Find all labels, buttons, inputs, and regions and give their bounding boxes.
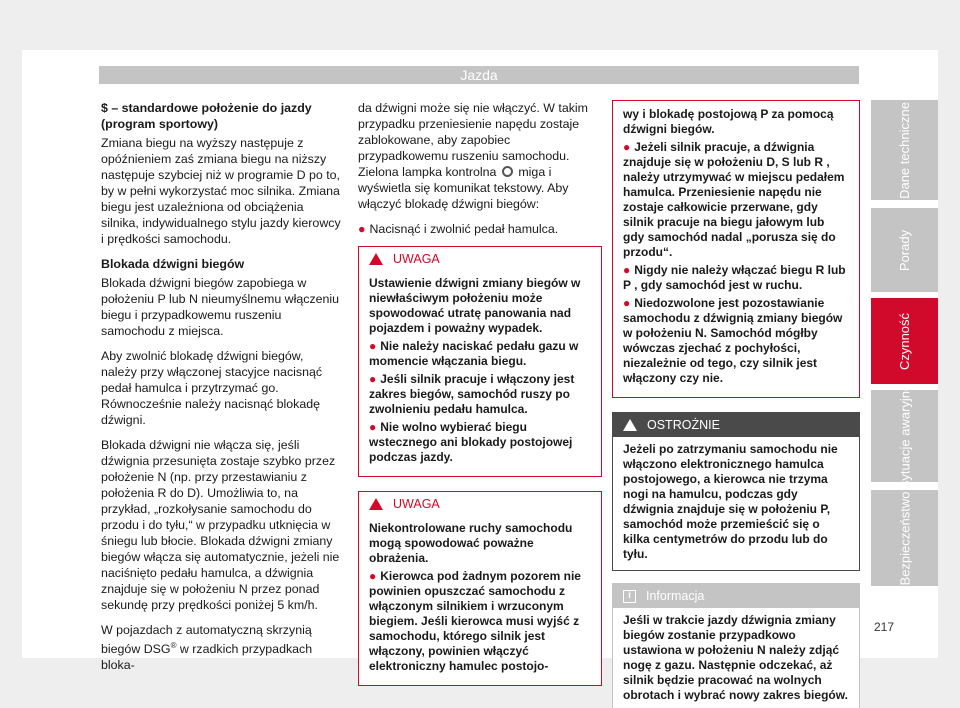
tab-label: Bezpieczeństwo bbox=[897, 491, 913, 585]
column-3 bbox=[612, 100, 860, 708]
paragraph bbox=[358, 100, 602, 212]
list-item bbox=[369, 569, 591, 674]
text: Nigdy nie należy włączać biegu R lub P , gdy samochód jest w ruchu. bbox=[623, 263, 846, 292]
text: Nie należy naciskać pedału gazu w momencie włączania biegu. bbox=[369, 339, 579, 368]
registered-mark: ® bbox=[170, 641, 177, 650]
info-title: Informacja bbox=[646, 589, 705, 603]
bullet-icon: ● bbox=[369, 339, 377, 353]
bullet-icon: ● bbox=[369, 420, 377, 434]
info-icon: i bbox=[623, 590, 636, 603]
text: da dźwigni może się nie włączyć. W takim przypadku przeniesienie napędu zostaje zablokowane, aby zapobiec przypadkowemu ruszeniu samochodu. Zielona lampka kontrolna bbox=[358, 101, 588, 179]
tab-porady[interactable] bbox=[871, 208, 938, 292]
list-item bbox=[369, 420, 591, 465]
tab-bezpieczenstwo[interactable] bbox=[871, 490, 938, 586]
tab-label: Dane techniczne bbox=[897, 101, 912, 199]
bullet-icon: ● bbox=[358, 222, 366, 236]
control-lamp-icon bbox=[502, 166, 513, 177]
tab-label: Sytuacje awaryjne bbox=[897, 383, 912, 489]
paragraph: Blokada dźwigni nie włącza się, jeśli dźwignia przesunięta zostaje szybko przez położenie N (np. przy przestawianiu z położenia R do D). Umożliwia to, na przykład, „rozkołysanie samochodu do przodu i do tyłu,“ w przypadku utknięcia w śniegu lub błocie. Blokada dźwigni zmiany biegów włącza się automatycznie, jeżeli nie naciśnięto pedału hamulca, a dźwignia znajduje się w położeniu N przez ponad sekundę przy prędkości poniżej 5 km/h. bbox=[101, 438, 340, 612]
caution-triangle-icon bbox=[623, 419, 637, 431]
warning-body bbox=[359, 516, 601, 685]
column-1 bbox=[101, 100, 341, 682]
info-body: Jeśli w trakcie jazdy dźwignia zmiany biegów zostanie przypadkowo ustawiona w położeniu N należy zdjąć nogę z gazu. Następnie odczekać, aż silnik będzie pracować na wolnych obrotach i wybrać nowy zakres biegów. bbox=[623, 613, 848, 702]
warning-box-continued bbox=[612, 100, 860, 398]
info-box bbox=[612, 583, 860, 708]
tab-sytuacje-awaryjne[interactable] bbox=[871, 383, 938, 489]
section-heading: Blokada dźwigni biegów bbox=[101, 257, 245, 271]
paragraph: Zmiana biegu na wyższy następuje z opóźnieniem zaś zmiana biegu na niższy następuje szybciej niż w programie D po to, by w pełni wykorzystać moc silnika. Zmiana biegu jest uzależniona od obciążenia silnika, indywidualnego stylu jazdy kierowcy i prędkości samochodu. bbox=[101, 136, 341, 246]
tab-label: Porady bbox=[896, 229, 912, 271]
caution-box bbox=[612, 412, 860, 571]
caution-body: Jeżeli po zatrzymaniu samochodu nie włączono elektronicznego hamulca postojowego, a kierowca nie trzyma nogi na hamulcu, podczas gdy dźwignia znajduje się w położeniu P, samochód może przemieścić się o kilka centymetrów do przodu lub do tyłu. bbox=[623, 442, 838, 561]
warning-header bbox=[359, 247, 601, 271]
list-item bbox=[623, 263, 849, 293]
section-heading: $ – standardowe położenie do jazdy (program sportowy) bbox=[101, 101, 312, 131]
paragraph: Aby zwolnić blokadę dźwigni biegów, należy przy włączonej stacyjce nacisnąć pedał hamulca i przytrzymać go. Równocześnie należy nacisnąć blokadę dźwigni. bbox=[101, 349, 323, 427]
column-2 bbox=[358, 100, 602, 686]
paragraph bbox=[101, 622, 341, 673]
text: Jeśli silnik pracuje i włączony jest zakres biegów, samochód ruszy po zwolnieniu pedału hamulca. bbox=[369, 372, 575, 416]
list-item bbox=[623, 140, 849, 260]
tab-label: Czynność bbox=[896, 312, 912, 370]
warning-body bbox=[359, 271, 601, 476]
bullet-icon: ● bbox=[369, 372, 377, 386]
text: Niedozwolone jest pozostawianie samochodu z dźwignią zmiany biegów w położeniu N. Samochód mógłby wówczas zjechać z pochyłości, niezależnie od tego, czy silnik jest włączony czy nie. bbox=[623, 296, 843, 385]
page-number: 217 bbox=[874, 620, 895, 634]
text: miga i wyświetla się komunikat tekstowy. Aby włączyć blokadę dźwigni biegów: bbox=[358, 165, 569, 211]
tab-czynnosc[interactable] bbox=[871, 298, 938, 384]
warning-header bbox=[359, 492, 601, 516]
tab-dane-techniczne[interactable] bbox=[871, 100, 938, 200]
warning-body bbox=[613, 101, 859, 397]
warning-title: UWAGA bbox=[393, 497, 440, 511]
page-header: Jazda bbox=[99, 66, 859, 84]
warning-intro: Ustawienie dźwigni zmiany biegów w niewłaściwym położeniu może spowodować utratę panowania nad pojazdem i poważny wypadek. bbox=[369, 276, 581, 335]
warning-intro: wy i blokadę postojową P za pomocą dźwigni biegów. bbox=[623, 107, 834, 136]
text: Nie wolno wybierać biegu wstecznego ani blokady postojowej podczas jazdy. bbox=[369, 420, 573, 464]
text: w rzadkich przypadkach bloka- bbox=[101, 642, 313, 673]
warning-triangle-icon bbox=[369, 498, 383, 510]
bullet-icon: ● bbox=[369, 569, 377, 583]
text: W pojazdach z automatyczną skrzynią biegów DSG bbox=[101, 623, 312, 657]
text: Jeżeli silnik pracuje, a dźwignia znajduje się w położeniu D, S lub R , należy utrzymywać w miejscu pedałem hamulca. Przeniesienie napędu nie zostaje całkowicie przerwane, gdy silnik pracuje na biegu jałowym lub gdy samochód nadal „porusza się do przodu“. bbox=[623, 140, 845, 259]
warning-intro: Niekontrolowane ruchy samochodu mogą spowodować poważne obrażenia. bbox=[369, 521, 573, 565]
warning-box bbox=[358, 246, 602, 477]
list-item bbox=[623, 296, 849, 386]
warning-box bbox=[358, 491, 602, 686]
bullet-icon: ● bbox=[623, 140, 631, 154]
paragraph: Blokada dźwigni biegów zapobiega w położeniu P lub N nieumyślnemu włączeniu biegu i przypadkowemu ruszeniu samochodu z miejsca. bbox=[101, 276, 340, 338]
bullet-icon: ● bbox=[623, 263, 631, 277]
warning-triangle-icon bbox=[369, 253, 383, 265]
caution-header bbox=[613, 413, 859, 437]
info-header bbox=[613, 584, 859, 608]
text: Nacisnąć i zwolnić pedał hamulca. bbox=[369, 222, 559, 236]
list-item bbox=[369, 339, 591, 369]
list-item bbox=[369, 372, 591, 417]
caution-title: OSTROŻNIE bbox=[647, 418, 720, 432]
bullet-icon: ● bbox=[623, 296, 631, 310]
warning-title: UWAGA bbox=[393, 252, 440, 266]
list-item bbox=[358, 221, 602, 237]
text: Kierowca pod żadnym pozorem nie powinien opuszczać samochodu z włączonym silnikiem i wrzuconym biegiem. Jeśli kierowca musi wyjść z samochodu, którego silnik jest włączony, powinien włączyć elektroniczny hamulec postojo- bbox=[369, 569, 581, 673]
